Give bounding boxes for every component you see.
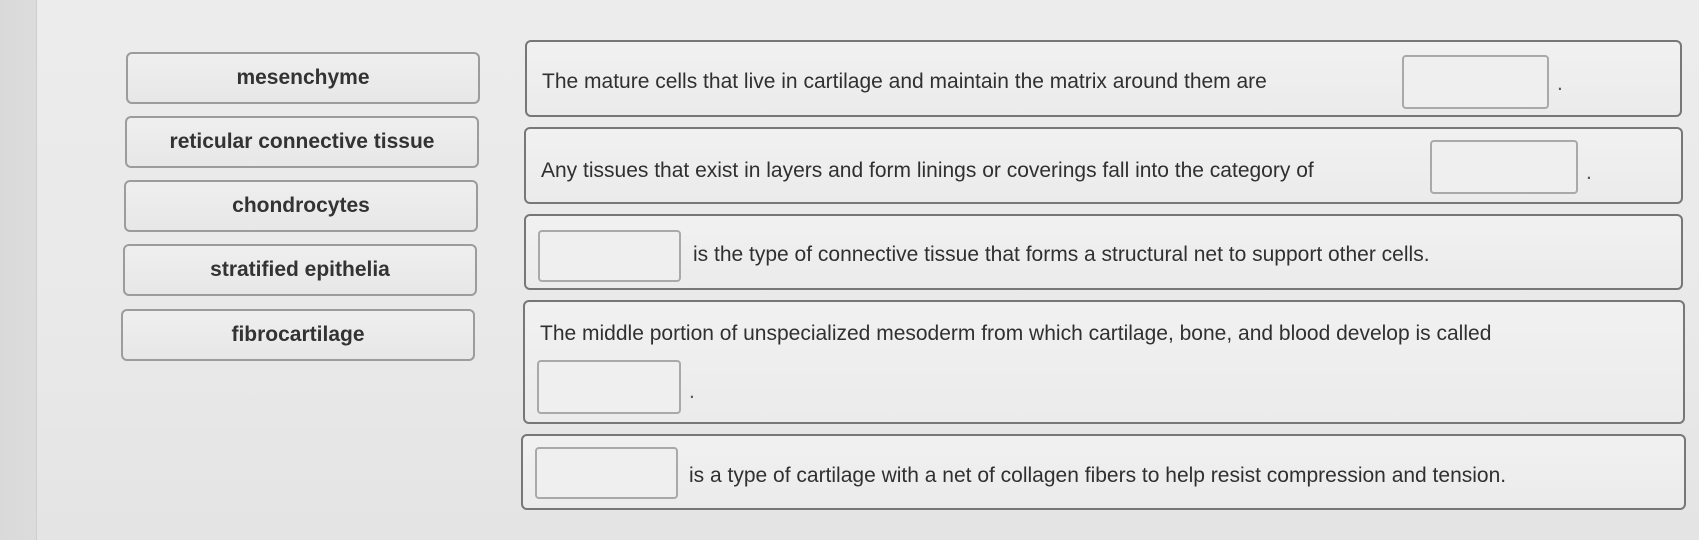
choice-label: fibrocartilage [231, 323, 365, 346]
prompt-text: is the type of connective tissue that forms a structural net to support other cells. [693, 243, 1430, 266]
drop-target-2[interactable] [1430, 140, 1578, 194]
matching-question-area [36, 0, 1699, 540]
prompt-3 [524, 214, 1683, 290]
prompt-period: . [1586, 161, 1592, 184]
choice-label: reticular connective tissue [169, 130, 435, 153]
drop-target-5[interactable] [535, 447, 678, 499]
drop-target-4[interactable] [537, 360, 681, 414]
choice-fibrocartilage[interactable] [121, 309, 475, 361]
prompt-period: . [1557, 72, 1563, 95]
prompt-text: is a type of cartilage with a net of collagen fibers to help resist compression and tension. [689, 464, 1507, 487]
choice-stratified-epithelia[interactable] [123, 244, 477, 296]
choice-mesenchyme[interactable] [126, 52, 480, 104]
choice-label: chondrocytes [232, 194, 370, 217]
prompt-2 [524, 127, 1683, 204]
choice-label: stratified epithelia [210, 258, 390, 281]
choice-label: mesenchyme [236, 66, 370, 89]
drop-target-1[interactable] [1402, 55, 1549, 109]
prompt-5 [521, 434, 1686, 510]
prompt-text: The mature cells that live in cartilage and maintain the matrix around them are [542, 70, 1267, 93]
choice-chondrocytes[interactable] [124, 180, 478, 232]
drop-target-3[interactable] [538, 230, 681, 282]
prompt-1 [525, 40, 1682, 117]
choice-reticular-connective-tissue[interactable] [125, 116, 479, 168]
prompt-4 [523, 300, 1685, 424]
prompt-text: The middle portion of unspecialized mesoderm from which cartilage, bone, and blood develop is called [540, 322, 1492, 345]
prompt-text: Any tissues that exist in layers and form linings or coverings fall into the category of [541, 159, 1314, 182]
prompt-period: . [689, 380, 695, 403]
